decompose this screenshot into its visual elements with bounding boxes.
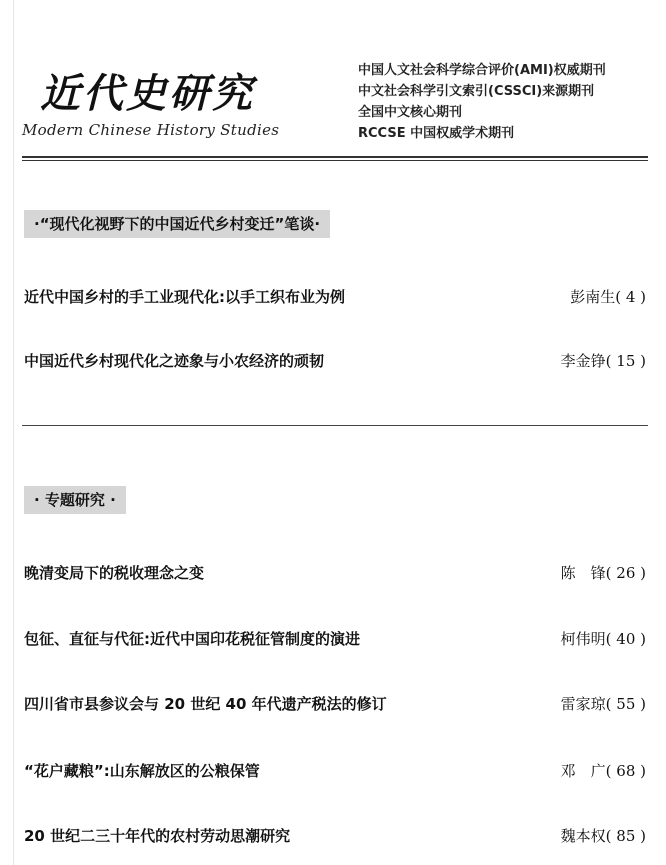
journal-logo-chinese: 近代史研究 <box>40 70 255 117</box>
section-heading-special-research: · 专题研究 · <box>24 486 126 514</box>
header-divider-thin <box>22 160 648 161</box>
article-title[interactable]: “花户藏粮”:山东解放区的公粮保管 <box>24 762 260 780</box>
article-author-page <box>561 350 646 371</box>
article-page: ( 55 ) <box>605 695 646 713</box>
article-author: 邓 广 <box>560 762 606 780</box>
toc-entry[interactable] <box>24 562 646 586</box>
article-author-page <box>561 760 646 781</box>
toc-entry[interactable] <box>24 760 646 784</box>
article-title[interactable]: 近代中国乡村的手工业现代化:以手工织布业为例 <box>24 288 346 306</box>
indexing-list <box>358 60 606 144</box>
article-author-page <box>561 825 646 846</box>
article-author: 柯伟明 <box>560 630 606 648</box>
article-author: 雷家琼 <box>560 695 606 713</box>
article-title[interactable]: 四川省市县参议会与 20 世纪 40 年代遗产税法的修订 <box>24 695 387 713</box>
toc-entry[interactable] <box>24 693 646 717</box>
indexing-item: RCCSE 中国权威学术期刊 <box>358 126 515 141</box>
article-title[interactable]: 包征、直征与代征:近代中国印花税征管制度的演进 <box>24 630 361 648</box>
article-title[interactable]: 中国近代乡村现代化之迹象与小农经济的顽韧 <box>24 352 325 370</box>
article-page: ( 26 ) <box>605 564 646 582</box>
toc-entry[interactable] <box>24 286 646 310</box>
indexing-item: 中国人文社会科学综合评价(AMI)权威期刊 <box>358 63 606 78</box>
section-divider <box>22 425 648 426</box>
indexing-item: 全国中文核心期刊 <box>358 105 463 120</box>
toc-entry[interactable] <box>24 825 646 849</box>
indexing-item: 中文社会科学引文索引(CSSCI)来源期刊 <box>358 84 595 99</box>
article-page: ( 15 ) <box>605 352 646 370</box>
article-page: ( 85 ) <box>605 827 646 845</box>
journal-logo-english: Modern Chinese History Studies <box>22 121 280 139</box>
article-title[interactable]: 晚清变局下的税收理念之变 <box>24 564 205 582</box>
article-author-page <box>561 628 646 649</box>
article-author: 魏本权 <box>560 827 606 845</box>
article-author: 陈 锋 <box>560 564 606 582</box>
article-author-page <box>561 693 646 714</box>
article-title[interactable]: 20 世纪二三十年代的农村劳动思潮研究 <box>24 827 291 845</box>
article-page: ( 68 ) <box>605 762 646 780</box>
toc-entry[interactable] <box>24 628 646 652</box>
article-author: 彭南生 <box>570 288 616 306</box>
article-page: ( 40 ) <box>605 630 646 648</box>
section-heading-forum: ·“现代化视野下的中国近代乡村变迁”笔谈· <box>24 210 330 238</box>
article-author-page <box>570 286 646 307</box>
article-author-page <box>561 562 646 583</box>
page-edge-line <box>13 0 14 865</box>
article-page: ( 4 ) <box>615 288 646 306</box>
toc-entry[interactable] <box>24 350 646 374</box>
header-divider-thick <box>22 156 648 158</box>
article-author: 李金铮 <box>560 352 606 370</box>
